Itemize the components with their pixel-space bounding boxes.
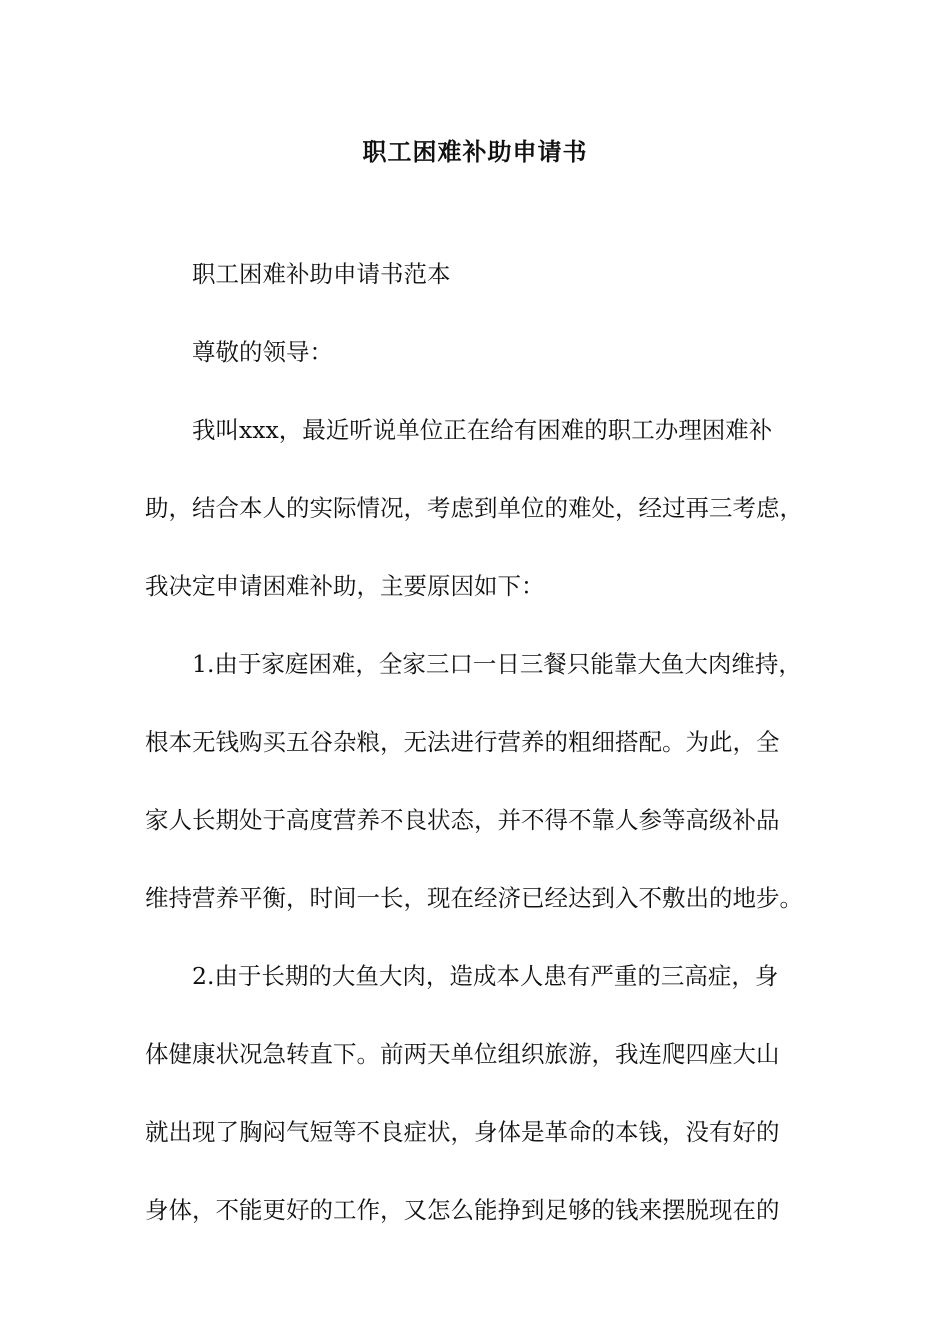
- document-title: 职工困难补助申请书: [362, 137, 588, 166]
- paragraph-line: 就出现了胸闷气短等不良症状，身体是革命的本钱，没有好的: [145, 1118, 780, 1146]
- paragraph-line: 我叫xxx，最近听说单位正在给有困难的职工办理困难补: [192, 416, 773, 444]
- paragraph-line: 我决定申请困难补助，主要原因如下：: [145, 572, 545, 600]
- paragraph-line: 体健康状况急转直下。前两天单位组织旅游，我连爬四座大山: [145, 1040, 780, 1068]
- paragraph-line: 维持营养平衡，时间一长，现在经济已经达到入不敷出的地步。: [145, 884, 803, 912]
- document-body: [145, 255, 805, 1269]
- paragraph-line: 1.由于家庭困难，全家三口一日三餐只能靠大鱼大肉维持，: [192, 650, 802, 678]
- paragraph-line: 根本无钱购买五谷杂粮，无法进行营养的粗细搭配。为此，全: [145, 728, 780, 756]
- salutation-line: 尊敬的领导：: [192, 338, 333, 366]
- paragraph-line: 助，结合本人的实际情况，考虑到单位的难处，经过再三考虑，: [145, 494, 803, 522]
- paragraph-line: 2.由于长期的大鱼大肉，造成本人患有严重的三高症，身: [192, 962, 779, 990]
- subtitle-line: 职工困难补助申请书范本: [192, 260, 451, 288]
- paragraph-line: 身体，不能更好的工作，又怎么能挣到足够的钱来摆脱现在的: [145, 1196, 780, 1224]
- paragraph-line: 家人长期处于高度营养不良状态，并不得不靠人参等高级补品: [145, 806, 780, 834]
